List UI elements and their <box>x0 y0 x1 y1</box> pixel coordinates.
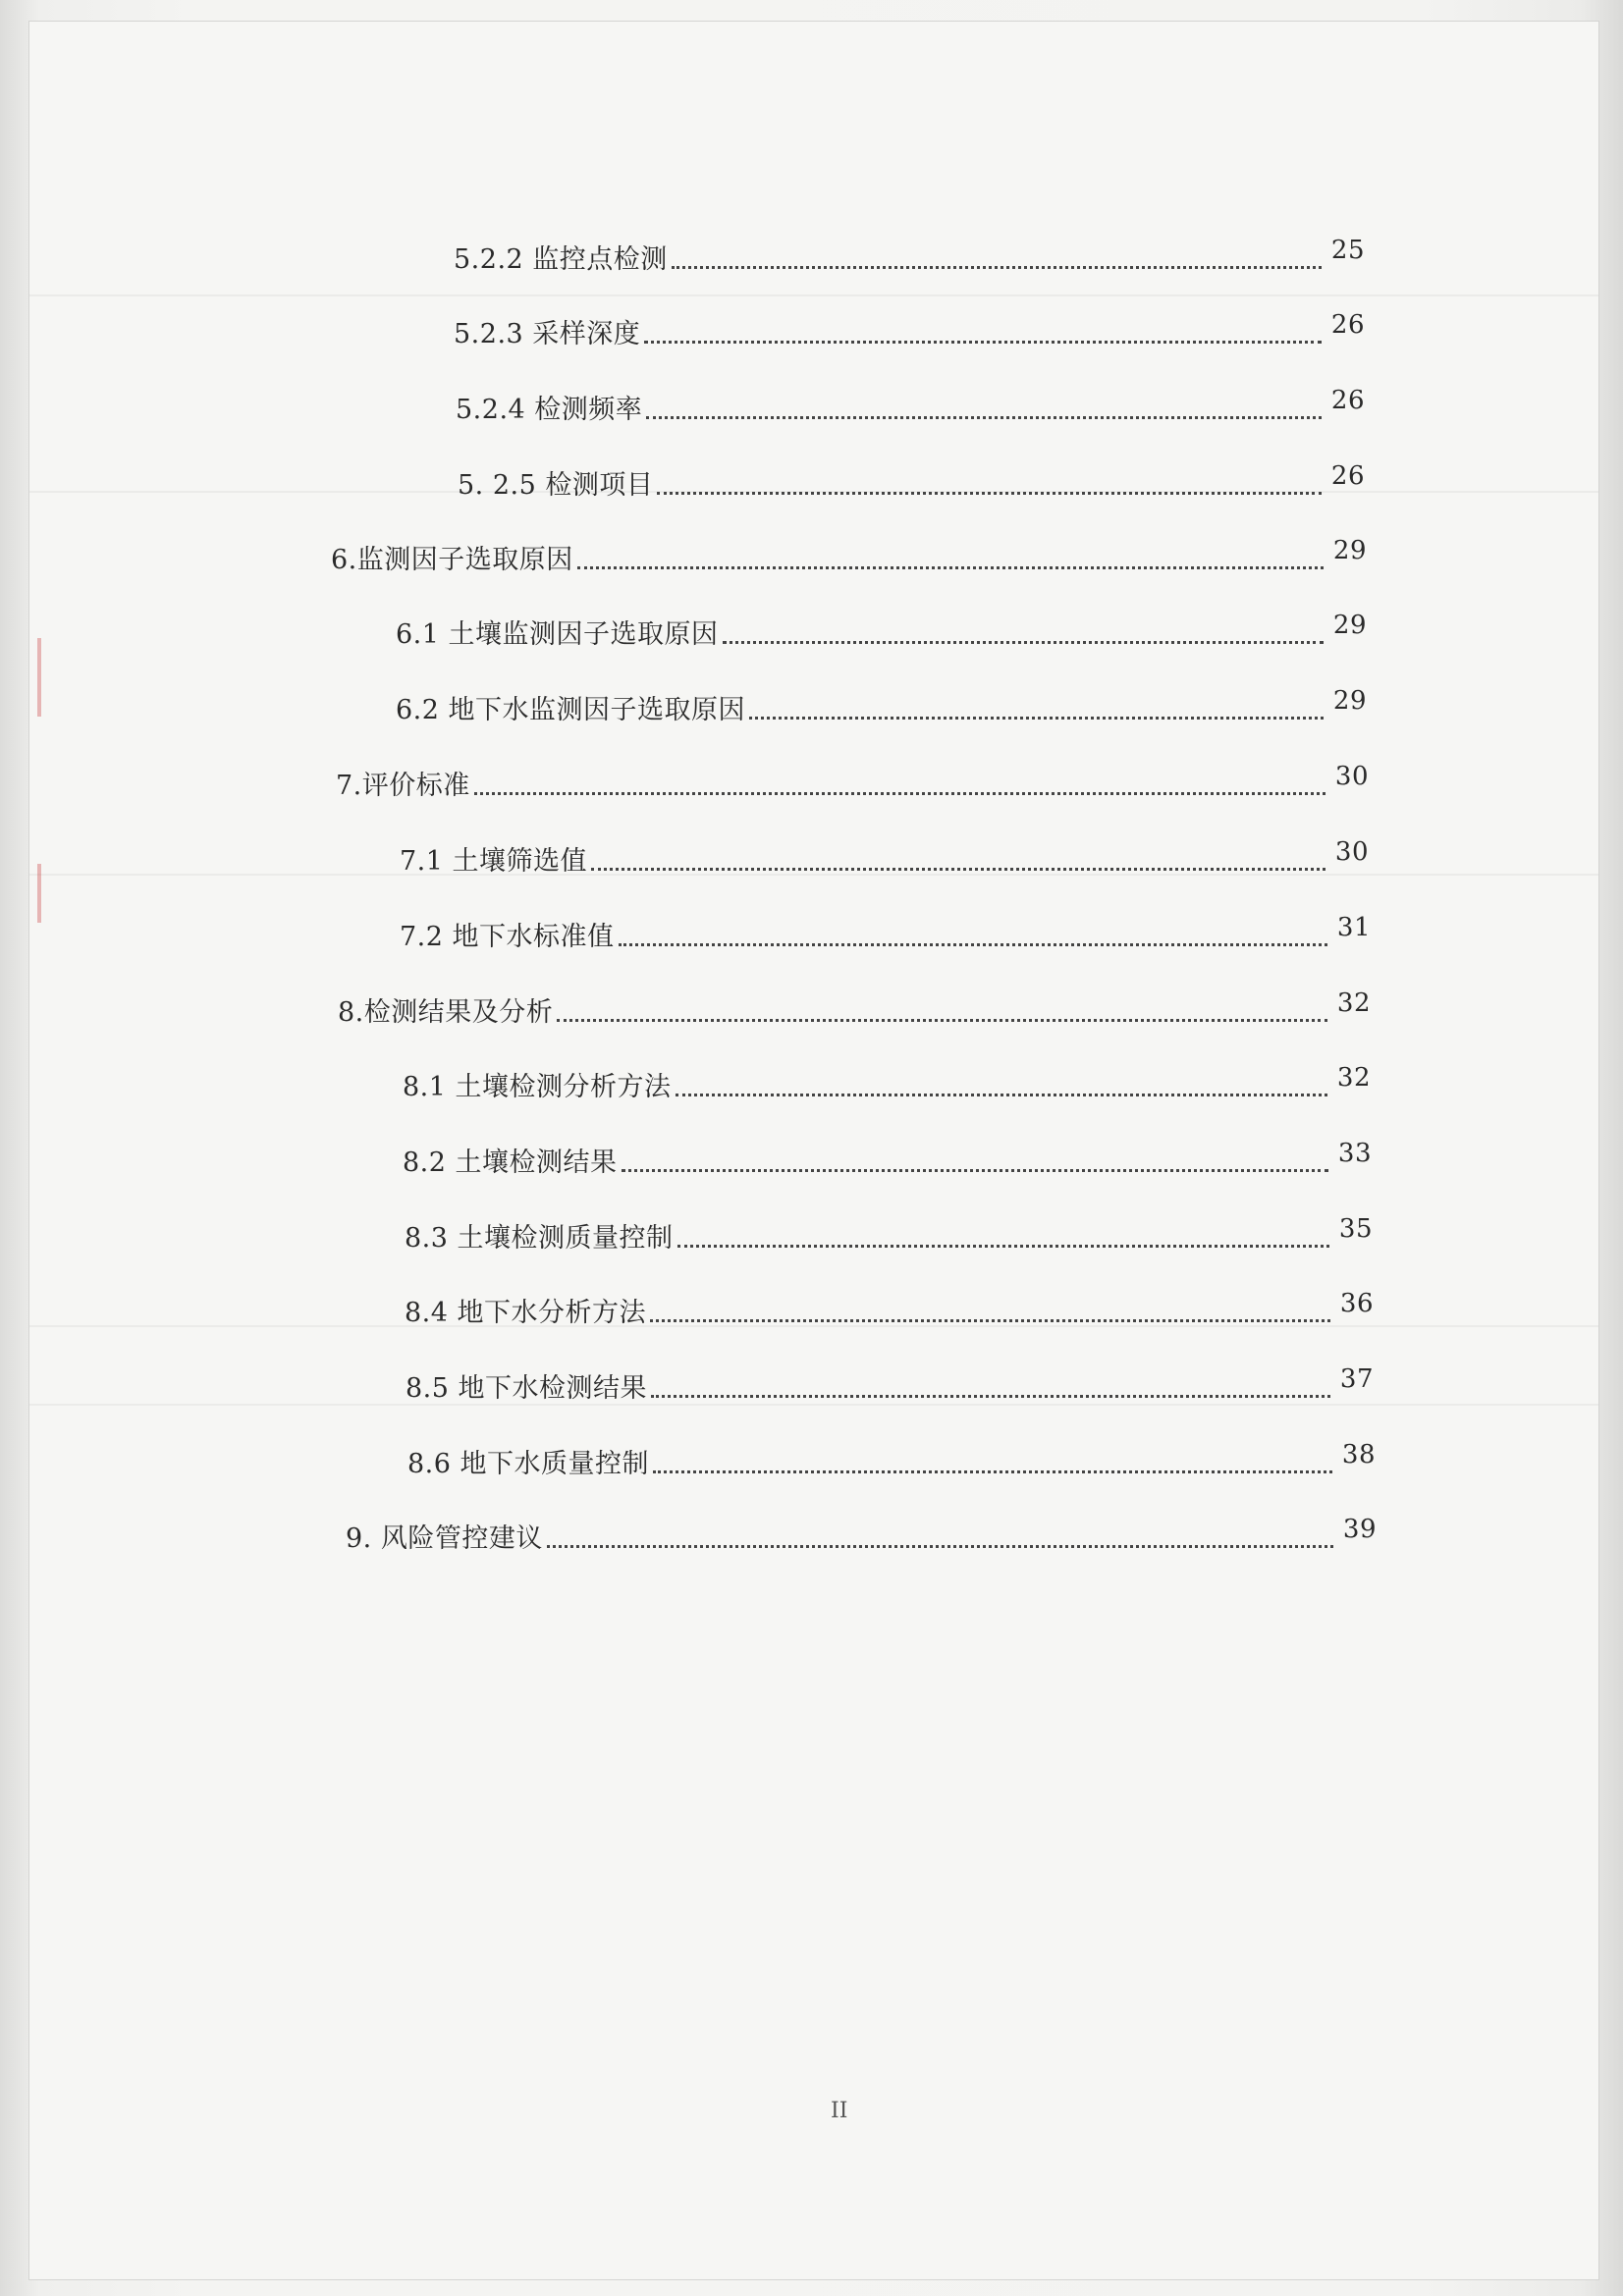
toc-leader-dots <box>657 492 1322 495</box>
toc-entry[interactable] <box>454 310 1365 349</box>
toc-entry-page: 29 <box>1332 686 1367 716</box>
toc-leader-dots <box>622 1169 1328 1172</box>
toc-entry-page: 25 <box>1330 236 1365 265</box>
toc-leader-dots <box>591 868 1325 871</box>
toc-entry[interactable] <box>406 1364 1374 1404</box>
toc-entry-page: 37 <box>1339 1364 1374 1394</box>
toc-leader-dots <box>651 1395 1330 1398</box>
toc-leader-dots <box>723 641 1324 644</box>
toc-entry-label: 8.4 地下水分析方法 <box>405 1298 647 1328</box>
toc-entry-page: 32 <box>1336 1063 1371 1093</box>
toc-leader-dots <box>676 1094 1327 1096</box>
toc-entry-label: 5.2.4 检测频率 <box>456 395 643 425</box>
toc-entry-page: 26 <box>1330 386 1365 415</box>
toc-entry-page: 39 <box>1342 1515 1377 1544</box>
toc-entry-page: 29 <box>1332 536 1367 565</box>
toc-entry[interactable] <box>403 1139 1372 1178</box>
toc-leader-dots <box>672 266 1322 269</box>
toc-entry-page: 30 <box>1334 837 1369 867</box>
toc-entry-page: 36 <box>1339 1289 1374 1318</box>
toc-entry-page: 30 <box>1334 762 1369 791</box>
toc-leader-dots <box>650 1319 1330 1322</box>
toc-entry-label: 7.2 地下水标准值 <box>400 922 615 952</box>
toc-entry[interactable] <box>405 1214 1373 1254</box>
page-number: II <box>831 2099 848 2123</box>
toc-entry[interactable] <box>336 762 1369 801</box>
toc-entry[interactable] <box>396 686 1367 725</box>
toc-entry[interactable] <box>407 1440 1376 1479</box>
toc-entry-label: 9. 风险管控建议 <box>346 1523 543 1554</box>
toc-entry[interactable] <box>338 988 1371 1028</box>
toc-entry-label: 5. 2.5 检测项目 <box>458 470 654 501</box>
toc-leader-dots <box>677 1245 1329 1248</box>
toc-entry[interactable] <box>396 611 1367 650</box>
toc-entry-page: 26 <box>1330 310 1365 340</box>
toc-entry-label: 5.2.3 采样深度 <box>454 319 641 349</box>
toc-entry-page: 33 <box>1337 1139 1372 1168</box>
toc-entry-page: 26 <box>1330 461 1365 491</box>
toc-entry[interactable] <box>454 236 1365 275</box>
toc-entry[interactable] <box>458 461 1365 501</box>
toc-entry-label: 6.1 土壤监测因子选取原因 <box>396 619 719 650</box>
toc-entry-page: 31 <box>1336 913 1371 942</box>
toc-entry-label: 8.5 地下水检测结果 <box>406 1373 648 1404</box>
toc-entry[interactable] <box>456 386 1365 425</box>
toc-entry-label: 7.评价标准 <box>336 771 470 801</box>
toc-entry-label: 6.监测因子选取原因 <box>331 545 573 575</box>
toc-leader-dots <box>646 416 1322 419</box>
toc-entry-label: 8.3 土壤检测质量控制 <box>405 1223 674 1254</box>
toc-entry[interactable] <box>400 837 1369 877</box>
toc-leader-dots <box>653 1470 1332 1473</box>
toc-entry[interactable] <box>405 1289 1374 1328</box>
toc-leader-dots <box>577 566 1324 569</box>
toc-leader-dots <box>547 1545 1333 1548</box>
toc-entry-label: 8.1 土壤检测分析方法 <box>403 1072 672 1102</box>
toc-entry-label: 8.检测结果及分析 <box>338 997 554 1028</box>
toc-entry[interactable] <box>403 1063 1371 1102</box>
toc-entry-page: 38 <box>1341 1440 1376 1469</box>
toc-entry-page: 29 <box>1332 611 1367 640</box>
toc-entry-label: 8.2 土壤检测结果 <box>403 1148 618 1178</box>
toc-entry-page: 35 <box>1338 1214 1373 1244</box>
toc-leader-dots <box>557 1019 1327 1022</box>
toc-entry[interactable] <box>400 913 1371 952</box>
toc-entry-label: 6.2 地下水监测因子选取原因 <box>396 695 746 725</box>
toc-entry[interactable] <box>331 536 1367 575</box>
toc-leader-dots <box>749 717 1324 720</box>
toc-leader-dots <box>644 341 1322 344</box>
toc-leader-dots <box>474 792 1325 795</box>
toc-entry-page: 32 <box>1336 988 1371 1018</box>
toc-entry-label: 7.1 土壤筛选值 <box>400 846 588 877</box>
toc-entry[interactable] <box>346 1515 1377 1554</box>
toc-entry-label: 5.2.2 监控点检测 <box>454 244 668 275</box>
toc-entry-label: 8.6 地下水质量控制 <box>407 1449 650 1479</box>
toc-leader-dots <box>619 943 1327 946</box>
